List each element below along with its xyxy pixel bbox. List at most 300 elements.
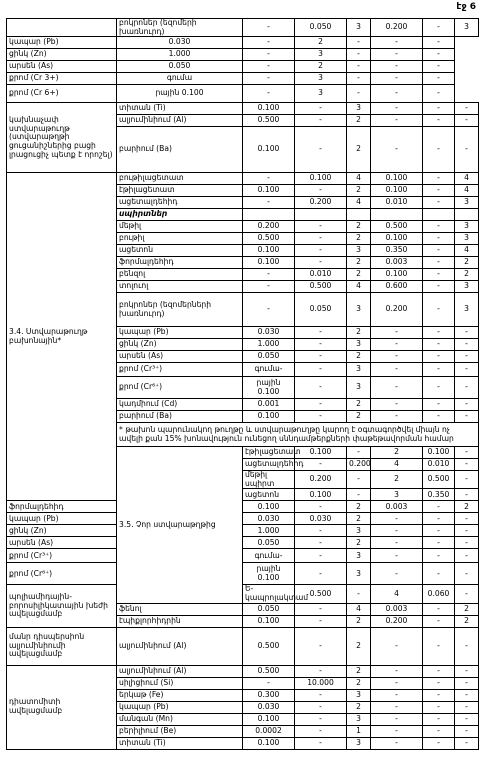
hazard-class2-cell: 4 (455, 245, 479, 257)
substance-cell: մեթիլ (117, 221, 243, 233)
limit-cell: 0.100 (243, 501, 295, 513)
limit2-cell (371, 209, 423, 221)
migration-cell: - (243, 37, 295, 49)
migration-cell: - (347, 489, 371, 501)
substance-cell: էպիքլորհիդրին (117, 615, 243, 627)
hazard-class-cell: 2 (347, 185, 371, 197)
table-row (7, 537, 479, 549)
limit-cell: 0.100 (243, 185, 295, 197)
hazard-class2-cell: 2 (455, 501, 479, 513)
limit3-cell: - (371, 85, 423, 103)
limit3-cell: - (423, 233, 455, 245)
limit3-cell: - (423, 103, 455, 115)
hazard-class-cell: 4 (347, 197, 371, 209)
limit3-cell: - (371, 49, 423, 61)
group-cell: դիատոմիտի ավելացմամբ (7, 665, 117, 749)
substance-cell: սիլիցիում (Si) (117, 677, 243, 689)
substance-cell: քրոմ (Cr 3+) (7, 73, 117, 85)
limit2-cell: - (371, 127, 423, 173)
hazard-class-cell: 2 (347, 115, 371, 127)
hazard-class-cell: 3 (347, 103, 371, 115)
hazard-class2-cell: 3 (455, 281, 479, 293)
migration-cell: - (295, 185, 347, 197)
table-row (7, 173, 479, 185)
limit2-cell: - (371, 399, 423, 411)
limit2-cell: 0.100 (371, 269, 423, 281)
substance-cell: ացետոն (243, 489, 295, 501)
limit3-cell: - (455, 489, 479, 501)
hazard-class-cell: 2 (371, 471, 423, 489)
limit-cell: 0.500 (243, 665, 295, 677)
substance-cell: ցինկ (Zn) (117, 339, 243, 351)
migration-cell: - (295, 351, 347, 363)
limit2-cell: 0.010 (371, 197, 423, 209)
limit2-cell: - (371, 563, 423, 585)
limit2-cell: 0.100 (423, 447, 455, 459)
table-row (7, 501, 479, 513)
substance-cell: արսեն (As) (117, 351, 243, 363)
table-row (7, 627, 479, 665)
limit3-cell: - (423, 115, 455, 127)
limit2-cell: - (371, 713, 423, 725)
limit2-cell: - (371, 339, 423, 351)
hazard-class2-cell: - (455, 327, 479, 339)
limit-cell: - (295, 459, 347, 471)
hazard-class-cell: 1 (347, 725, 371, 737)
limit-cell: 0.500 (295, 585, 347, 603)
migration-cell: - (295, 339, 347, 351)
migration-cell: 10.000 (295, 677, 347, 689)
migration-cell: - (295, 725, 347, 737)
limit2-cell: - (371, 513, 423, 525)
hazard-class2-cell: - (455, 701, 479, 713)
migration-cell: - (243, 73, 295, 85)
limit-cell: 0.100 (295, 489, 347, 501)
limit2-cell: - (371, 737, 423, 749)
substance-cell: քրոմ (Cr³⁺) (7, 549, 117, 563)
hazard-class-cell: 3 (347, 525, 371, 537)
limit-cell: 0.0002 (243, 725, 295, 737)
substance-cell: տիտան (Ti) (117, 737, 243, 749)
hazard-class2-cell: - (455, 627, 479, 665)
page-number: էջ 6 (456, 2, 476, 12)
subheading-cell: սպիրտներ (117, 209, 243, 221)
substance-cell: կադմիում (Cd) (117, 399, 243, 411)
hazard-class2-cell: - (455, 737, 479, 749)
substance-cell: քրոմ (Cr³⁺) (117, 363, 243, 377)
hazard-class2-cell: 3 (455, 221, 479, 233)
limit-cell: 0.100 (243, 411, 295, 423)
hazard-class-cell: 3 (295, 85, 347, 103)
substance-cell: էթիլացետատ (243, 447, 295, 459)
substance-cell: ացետոն (117, 245, 243, 257)
migration-cell: - (347, 585, 371, 603)
hazard-class2-cell: - (455, 103, 479, 115)
limit-cell: 0.100 (243, 737, 295, 749)
limit3-cell: - (423, 501, 455, 513)
limit2-cell: - (371, 627, 423, 665)
limit2-cell: 0.060 (423, 585, 455, 603)
limit3-cell: - (423, 327, 455, 339)
hazard-class2-cell: - (455, 363, 479, 377)
migration-cell: - (295, 327, 347, 339)
substance-cell: ֆենոլ (117, 603, 243, 615)
limit-cell: 0.030 (243, 327, 295, 339)
hazard-class2-cell: - (423, 73, 455, 85)
limit-cell: 0.030 (117, 37, 243, 49)
limit3-cell: - (423, 615, 455, 627)
hazard-class2-cell: 3 (455, 197, 479, 209)
substance-cell: էթիլացետատ (117, 185, 243, 197)
limit3-cell: - (423, 293, 455, 327)
limit-cell (243, 209, 295, 221)
limit-cell: 0.500 (243, 115, 295, 127)
limit3-cell: - (423, 627, 455, 665)
limit3-cell: - (423, 563, 455, 585)
limit-cell: - (243, 677, 295, 689)
hazard-class-cell: 4 (347, 173, 371, 185)
limit2-cell: 0.500 (423, 471, 455, 489)
limit-cell: 0.030 (243, 513, 295, 525)
limit3-cell: - (423, 185, 455, 197)
substance-cell: ալյումինիում (Al) (117, 115, 243, 127)
migration-cell: - (295, 615, 347, 627)
hazard-class-cell: 3 (347, 339, 371, 351)
hazard-class-cell: 4 (347, 281, 371, 293)
limit-cell: - (243, 269, 295, 281)
migration-cell: - (295, 127, 347, 173)
limit-cell: գումա- (243, 549, 295, 563)
limit3-cell: - (371, 73, 423, 85)
substance-cell: քրոմ (Cr 6+) (7, 85, 117, 103)
hazard-class2-cell: 2 (455, 257, 479, 269)
limit3-cell: - (423, 549, 455, 563)
group-cell: 3.4. Ստվարաթուղթ բախոնային* (7, 173, 117, 501)
table-row (7, 549, 479, 563)
hazard-class-cell: 2 (347, 327, 371, 339)
substance-cell: ալյումինիում (Al) (117, 665, 243, 677)
hazard-class-cell: 3 (347, 19, 371, 37)
hazard-class2-cell: - (455, 513, 479, 525)
hazard-class2-cell: 2 (455, 269, 479, 281)
migration-cell: - (295, 501, 347, 513)
migration-cell: - (347, 471, 371, 489)
migration-cell: - (295, 377, 347, 399)
limit2-cell: - (371, 411, 423, 423)
migration-cell: - (295, 665, 347, 677)
migration-cell: - (295, 525, 347, 537)
limit2-cell: 0.003 (371, 257, 423, 269)
substance-cell: Ե-կապրոլակտամ (243, 585, 295, 603)
limit-cell: րային 0.100 (117, 85, 243, 103)
limit2-cell: 0.200 (371, 293, 423, 327)
limit2-cell: 0.003 (371, 603, 423, 615)
table-row (7, 563, 479, 585)
migration-cell: 0.200 (347, 459, 371, 471)
hazard-class2-cell: - (455, 339, 479, 351)
substance-cell: բոկրոներ (եզոմերների խառնուրդ) (117, 293, 243, 327)
limit2-cell: 0.200 (371, 615, 423, 627)
hazard-class-cell: 3 (347, 377, 371, 399)
hazard-class2-cell: - (423, 37, 455, 49)
limit2-cell: 0.100 (371, 233, 423, 245)
limit-cell: գումա (117, 73, 243, 85)
hazard-class-cell: 3 (295, 49, 347, 61)
hazard-class-cell: 2 (347, 411, 371, 423)
limit2-cell: - (371, 103, 423, 115)
limit2-cell: - (371, 363, 423, 377)
limit-cell: 0.200 (243, 221, 295, 233)
hazard-class-cell: 3 (347, 713, 371, 725)
migration-cell: - (295, 701, 347, 713)
limit-cell: գումա- (243, 363, 295, 377)
hazard-class-cell: 2 (371, 447, 423, 459)
migration-cell: 0.010 (295, 269, 347, 281)
hazard-class2-cell: - (455, 411, 479, 423)
hazard-class-cell (347, 209, 371, 221)
table-row (7, 585, 479, 603)
limit3-cell: - (423, 411, 455, 423)
migration-cell: - (295, 103, 347, 115)
limit3-cell: - (423, 339, 455, 351)
limit2-cell: - (347, 73, 371, 85)
migration-cell: - (243, 61, 295, 73)
table-row (7, 513, 479, 525)
table-body (7, 19, 479, 750)
substance-cell: արսեն (As) (7, 61, 117, 73)
substance-cell: ալյումինիում (Al) (117, 627, 243, 665)
substance-cell: բարիում (Ba) (117, 127, 243, 173)
limit-cell: 0.100 (243, 245, 295, 257)
hazard-class2-cell: - (455, 351, 479, 363)
migration-cell: - (295, 627, 347, 665)
migration-cell: 0.200 (295, 197, 347, 209)
limit2-cell: 0.200 (371, 19, 423, 37)
hazard-class-cell: 4 (371, 459, 423, 471)
hazard-class-cell: 4 (347, 603, 371, 615)
hazard-class-cell: 2 (347, 615, 371, 627)
limit2-cell: - (347, 37, 371, 49)
limit3-cell: - (455, 471, 479, 489)
limit3-cell: - (423, 245, 455, 257)
hazard-class2-cell: - (455, 713, 479, 725)
limit2-cell: 0.350 (423, 489, 455, 501)
limit-cell: - (243, 197, 295, 209)
hazard-class-cell: 3 (371, 489, 423, 501)
substance-cell: քրոմ (Cr⁶⁺) (7, 563, 117, 585)
migration-cell: - (295, 537, 347, 549)
limit2-cell: 0.010 (423, 459, 455, 471)
substance-cell: կապար (Pb) (117, 327, 243, 339)
limit3-cell: - (423, 127, 455, 173)
hazard-class2-cell: - (455, 537, 479, 549)
limit-cell: 0.500 (243, 233, 295, 245)
hazard-class2-cell: - (455, 725, 479, 737)
hazard-class-cell: 2 (347, 665, 371, 677)
table-row (7, 85, 479, 103)
limit2-cell: 0.500 (371, 221, 423, 233)
limit2-cell: - (371, 377, 423, 399)
substance-cell: ցինկ (Zn) (7, 525, 117, 537)
limit3-cell: - (423, 257, 455, 269)
hazard-class-cell: 2 (347, 269, 371, 281)
hazard-class2-cell: - (423, 61, 455, 73)
group-cell: կախնաչափ ստվարաթուղթ (ստվարաթղթի ցուցանիշներից բացի լրացուցիչ պետք է որոշել) (7, 103, 117, 173)
table-row (7, 61, 479, 73)
hazard-class-cell: 3 (347, 245, 371, 257)
hazard-class-cell: 2 (347, 513, 371, 525)
hazard-class2-cell: - (423, 85, 455, 103)
hazard-class2-cell: 4 (455, 185, 479, 197)
migration-cell: 0.100 (295, 173, 347, 185)
substance-cell: մեթիլ սպիրտ (243, 471, 295, 489)
substance-cell: տոլուոլ (117, 281, 243, 293)
limit2-cell: - (371, 689, 423, 701)
limit2-cell: - (371, 327, 423, 339)
hazard-class2-cell: 2 (455, 615, 479, 627)
limit2-cell: 0.003 (371, 501, 423, 513)
limit3-cell: - (455, 585, 479, 603)
hazard-class2-cell: 4 (455, 173, 479, 185)
substance-cell: ֆորմալդեհիդ (7, 501, 117, 513)
substance-cell: բենզոլ (117, 269, 243, 281)
limit2-cell: - (371, 665, 423, 677)
limit2-cell: 0.600 (371, 281, 423, 293)
table-row (7, 19, 479, 37)
migration-cell: - (295, 257, 347, 269)
hazard-class-cell: 2 (347, 221, 371, 233)
substance-cell: կապար (Pb) (117, 701, 243, 713)
hazard-class-cell: 2 (295, 61, 347, 73)
limit3-cell: - (423, 173, 455, 185)
limit3-cell: - (371, 37, 423, 49)
migration-cell: 0.500 (295, 281, 347, 293)
hazard-class-cell: 3 (347, 563, 371, 585)
substance-cell: ացետալդեհիդ (117, 197, 243, 209)
limit3-cell: - (423, 377, 455, 399)
limit-cell: րային 0.100 (243, 563, 295, 585)
hazard-class-cell: 2 (295, 37, 347, 49)
hazard-class2-cell: - (455, 665, 479, 677)
hazard-class2-cell: - (455, 399, 479, 411)
substance-cell: մանգան (Mn) (117, 713, 243, 725)
hazard-class-cell: 2 (347, 233, 371, 245)
hazard-class2-cell: - (455, 549, 479, 563)
limit3-cell: - (423, 525, 455, 537)
limit3-cell: - (423, 399, 455, 411)
limit2-cell: - (371, 725, 423, 737)
footnote-cell: * թախոն պարունակող թուղթը և ստվարաթուղթը կարող է օգտագործվել միայն ոչ ավելի քան 15% խոնավություն ունեցող սննդամթերքների փաթեթավորման համար (117, 423, 479, 447)
hazard-class-cell: 3 (347, 363, 371, 377)
hazard-class-cell: 2 (347, 127, 371, 173)
migration-cell: - (347, 447, 371, 459)
limit3-cell: - (423, 513, 455, 525)
limit-cell: 0.030 (243, 701, 295, 713)
limit-cell: 0.100 (243, 127, 295, 173)
table-row (7, 49, 479, 61)
limit2-cell: 0.350 (371, 245, 423, 257)
substance-cell: ացետալդեհիդ (243, 459, 295, 471)
limit-cell: րային 0.100 (243, 377, 295, 399)
migration-cell: - (295, 689, 347, 701)
hazard-class-cell: 3 (347, 689, 371, 701)
hazard-class-cell: 2 (347, 351, 371, 363)
substance-cell: արսեն (As) (7, 537, 117, 549)
limit2-cell: - (371, 351, 423, 363)
limit2-cell: - (371, 677, 423, 689)
hazard-class-cell: 4 (371, 585, 423, 603)
limit2-cell: - (371, 115, 423, 127)
hazard-class-cell: 2 (347, 627, 371, 665)
limit-cell: 0.001 (243, 399, 295, 411)
limit-cell: 1.000 (117, 49, 243, 61)
limit3-cell: - (423, 269, 455, 281)
hazard-class-cell: 3 (347, 549, 371, 563)
migration-cell: - (295, 563, 347, 585)
group-cell: 3.5. Չոր ստվարաթղթից (117, 447, 243, 603)
migration-cell: - (295, 363, 347, 377)
table-row (7, 525, 479, 537)
limit3-cell: - (423, 689, 455, 701)
limit2-cell: 0.100 (371, 173, 423, 185)
limit2-cell: - (347, 61, 371, 73)
limit-cell: 0.100 (243, 713, 295, 725)
hazard-class-cell: 2 (347, 701, 371, 713)
hazard-class-cell: 2 (347, 501, 371, 513)
limit2-cell: - (371, 537, 423, 549)
migration-cell: - (295, 411, 347, 423)
limit3-cell: - (423, 19, 455, 37)
limit-cell: 0.050 (243, 537, 295, 549)
limit-cell: 0.500 (243, 627, 295, 665)
group-cell (7, 19, 117, 37)
limit3-cell: - (423, 677, 455, 689)
limit3-cell: - (423, 537, 455, 549)
migration-cell: - (295, 221, 347, 233)
hazard-class2-cell: 3 (455, 233, 479, 245)
hazard-class2-cell: - (455, 115, 479, 127)
hazard-class-cell: 2 (347, 537, 371, 549)
hygiene-standards-table (6, 18, 479, 750)
limit-cell: 1.000 (243, 525, 295, 537)
substance-cell: կապար (Pb) (7, 513, 117, 525)
hazard-class2-cell: - (455, 377, 479, 399)
migration-cell: - (295, 115, 347, 127)
migration-cell: - (295, 233, 347, 245)
limit2-cell: - (347, 85, 371, 103)
limit-cell: - (243, 173, 295, 185)
migration-cell: - (243, 85, 295, 103)
migration-cell: - (295, 603, 347, 615)
substance-cell: տիտան (Ti) (117, 103, 243, 115)
hazard-class2-cell: 3 (455, 293, 479, 327)
hazard-class-cell: 3 (347, 293, 371, 327)
hazard-class2-cell: - (455, 563, 479, 585)
limit-cell: 0.050 (243, 351, 295, 363)
hazard-class2-cell: - (455, 127, 479, 173)
limit-cell: 0.200 (295, 471, 347, 489)
substance-cell: բարիում (Ba) (117, 411, 243, 423)
hazard-class2-cell: - (423, 49, 455, 61)
substance-cell: քրոմ (Cr⁶⁺) (117, 377, 243, 399)
substance-cell: երկաթ (Fe) (117, 689, 243, 701)
limit2-cell: - (347, 49, 371, 61)
table-row (7, 37, 479, 49)
limit-cell: 0.100 (243, 257, 295, 269)
limit3-cell: - (423, 603, 455, 615)
migration-cell: - (243, 49, 295, 61)
table-row (7, 73, 479, 85)
